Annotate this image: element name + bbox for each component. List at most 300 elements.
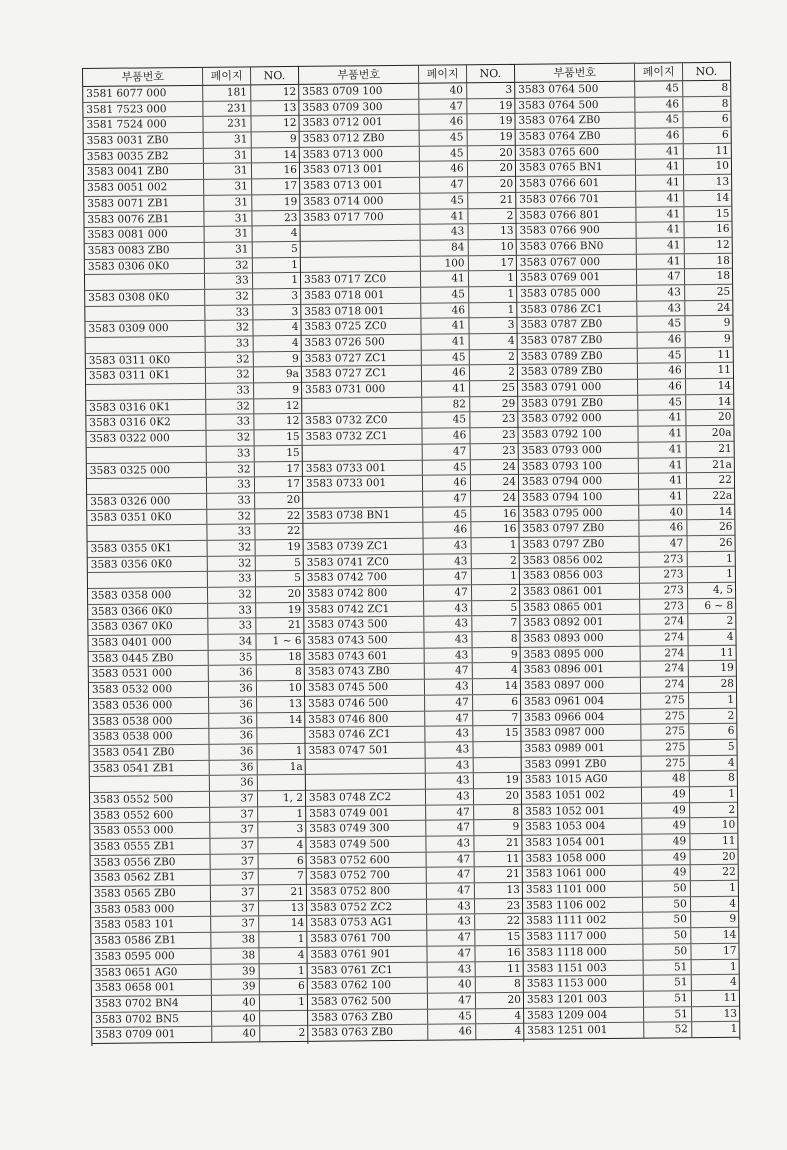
part-number-cell: 3583 0709 001 (92, 1027, 213, 1043)
no-cell: 23 (502, 428, 516, 442)
part-number-cell: 3583 0856 003 (520, 568, 641, 584)
page-cell: 274 (641, 615, 688, 630)
part-number-cell: 3583 0306 0K0 (85, 258, 206, 274)
no-cell: 24 (502, 491, 517, 504)
part-number-cell: 3583 0355 0K1 (88, 541, 209, 557)
header-no: NO. (695, 64, 718, 79)
part-number-cell: 3583 0583 000 (91, 902, 212, 918)
no-cell: 2 (508, 366, 515, 379)
no-cell: 3 (296, 823, 304, 836)
page-cell: 49 (643, 850, 690, 865)
part-number-cell: 3583 0766 BN0 (517, 239, 638, 255)
no-cell: 8 (721, 97, 729, 110)
page-cell: 40 (213, 1027, 260, 1042)
no-cell: 22 (286, 509, 301, 522)
part-number-cell: 3583 0445 ZB0 (89, 651, 210, 667)
no-cell: 6 (511, 695, 519, 708)
part-number-cell: 3583 1201 003 (524, 992, 645, 1008)
part-number-cell: 3583 0553 000 (90, 823, 211, 839)
page-cell: 41 (421, 209, 468, 224)
page-cell: 41 (422, 319, 469, 334)
no-cell: 1 (296, 807, 304, 820)
page-cell: 43 (428, 915, 475, 930)
page-cell: 51 (644, 991, 691, 1006)
part-number-cell: 3583 0562 ZB1 (91, 870, 212, 886)
no-cell: 17 (283, 180, 298, 193)
no-cell: 12 (282, 85, 297, 99)
no-cell: 12 (285, 415, 300, 428)
no-cell: 3 (507, 319, 515, 332)
page-cell: 47 (427, 821, 474, 836)
no-cell: 21 (718, 442, 732, 455)
page-cell: 43 (426, 774, 473, 789)
no-cell: 10 (715, 160, 730, 173)
page-cell: 100 (421, 256, 468, 271)
page-cell: 49 (643, 834, 690, 849)
no-cell: 8 (295, 666, 302, 679)
no-cell: 1 (507, 272, 515, 285)
page-cell: 37 (211, 854, 258, 869)
part-number-cell: 3583 0726 500 (302, 335, 423, 351)
page-cell: 45 (638, 348, 685, 363)
page-cell: 41 (639, 489, 686, 504)
no-cell: 20 (722, 850, 736, 863)
page-cell: 43 (424, 554, 471, 569)
page-cell: 43 (427, 836, 474, 851)
table-row (524, 1022, 739, 1040)
part-number-cell: 3583 0742 ZC1 (304, 601, 425, 617)
page-cell: 273 (641, 599, 688, 614)
part-number-cell (87, 478, 208, 494)
page-cell: 36 (210, 713, 257, 728)
no-cell: 14 (717, 379, 732, 392)
no-cell: 16 (716, 222, 730, 236)
page-cell: 47 (428, 946, 475, 961)
no-cell: 2 (728, 803, 736, 816)
page-cell: 41 (637, 238, 684, 253)
part-number-cell (85, 305, 206, 321)
part-number-cell: 3583 0961 004 (521, 693, 642, 709)
no-cell: 8 (728, 772, 735, 785)
page-cell: 45 (422, 350, 469, 365)
no-cell: 2 (727, 709, 735, 722)
no-cell: 16 (502, 507, 517, 520)
no-cell: 13 (500, 225, 514, 238)
no-cell: 4 (729, 897, 737, 910)
part-number-cell: 3583 0532 000 (89, 682, 210, 698)
no-cell: 15 (286, 446, 300, 459)
page-cell: 40 (428, 977, 475, 992)
page-cell: 41 (421, 272, 468, 287)
no-cell: 14 (722, 928, 737, 942)
no-cell: 26 (718, 521, 733, 534)
header-part-number: 부품번호 (83, 68, 204, 86)
page-cell: 46 (429, 1025, 476, 1040)
part-number-cell: 3583 0732 ZC1 (302, 429, 423, 445)
page-cell: 38 (212, 932, 259, 947)
no-cell: 9 (510, 648, 518, 661)
part-number-cell: 3583 0733 001 (303, 476, 424, 492)
page-cell: 33 (206, 383, 253, 398)
no-cell: 13 (290, 901, 305, 914)
no-cell: 21 (506, 868, 520, 881)
no-cell: 9 (723, 317, 731, 330)
part-number-cell: 3583 0712 001 (299, 115, 420, 131)
page-cell: 40 (420, 83, 467, 98)
no-cell: 19 (505, 774, 519, 787)
part-number-cell (86, 337, 207, 353)
page-cell: 32 (208, 540, 255, 555)
part-number-cell: 3583 0316 0K2 (86, 415, 207, 431)
no-cell: 1 (507, 303, 515, 316)
part-number-cell: 3583 0752 700 (307, 868, 428, 884)
no-cell: 9a (285, 368, 299, 381)
part-number-cell: 3583 0538 000 (89, 729, 210, 745)
page-cell: 45 (420, 146, 467, 161)
no-cell: 1 (297, 964, 305, 977)
page-cell: 49 (643, 819, 690, 834)
part-number-cell: 3583 0401 000 (88, 635, 209, 651)
page-cell: 273 (640, 552, 687, 567)
page-cell: 33 (207, 446, 254, 461)
page-cell: 32 (206, 289, 253, 304)
page-cell: 47 (426, 805, 473, 820)
no-cell: 4 (726, 630, 734, 643)
part-number-cell: 3583 0712 ZB0 (300, 131, 421, 147)
part-number-cell: 3583 0991 ZB0 (522, 756, 643, 772)
part-number-cell: 3583 0311 0K1 (86, 368, 207, 384)
no-cell: 1 (727, 693, 735, 706)
no-cell: 8 (510, 632, 518, 645)
part-number-cell: 3583 0792 100 (518, 427, 639, 443)
no-cell: 6 ~ 8 (704, 599, 734, 612)
no-cell: 2 (509, 554, 517, 567)
no-cell: 4 (296, 838, 304, 851)
page-cell: 275 (642, 709, 689, 724)
no-cell: 1 ~ 6 (272, 634, 302, 648)
no-cell: 23 (283, 211, 298, 224)
part-number-cell: 3583 0745 500 (305, 680, 426, 696)
page-cell: 47 (428, 993, 475, 1008)
part-number-cell: 3583 0787 ZB0 (518, 333, 639, 349)
page-cell: 49 (643, 866, 690, 881)
no-cell: 1, 2 (282, 791, 304, 805)
part-number-cell: 3583 0031 ZB0 (84, 133, 205, 149)
part-number-cell: 3583 0865 001 (520, 599, 641, 615)
page-cell: 46 (424, 523, 471, 538)
part-number-cell: 3583 0793 000 (519, 442, 640, 458)
part-number-cell: 3583 1061 000 (523, 866, 644, 882)
page-cell: 43 (425, 617, 472, 632)
no-cell: 8 (512, 805, 520, 818)
page-cell: 41 (422, 334, 469, 349)
part-number-cell (303, 492, 424, 508)
no-cell: 15 (715, 207, 730, 220)
no-cell: 21 (506, 836, 520, 849)
no-cell: 4 (290, 227, 298, 240)
no-cell: 18 (288, 650, 302, 663)
part-number-cell: 3583 0763 ZB0 (308, 1009, 429, 1025)
part-number-cell: 3583 0035 ZB2 (84, 149, 205, 165)
page-cell: 36 (209, 666, 256, 681)
page-cell: 47 (427, 852, 474, 867)
page-cell: 32 (206, 368, 253, 383)
no-cell: 1 (726, 568, 733, 581)
no-cell: 23 (502, 444, 516, 457)
page-cell: 45 (421, 193, 468, 208)
page-cell: 46 (420, 115, 467, 130)
part-number-cell: 3581 7523 000 (83, 102, 204, 118)
part-number-cell: 3583 0555 ZB1 (90, 839, 211, 855)
part-number-cell: 3583 0041 ZB0 (84, 164, 205, 180)
no-cell: 20 (507, 993, 522, 1006)
no-cell: 19 (499, 115, 513, 128)
no-cell: 5 (294, 572, 301, 585)
page-cell: 32 (207, 399, 254, 414)
page-cell: 46 (420, 162, 467, 177)
no-cell: 21 (287, 619, 302, 632)
part-number-cell: 3583 0764 ZB0 (515, 113, 636, 129)
page-cell: 36 (210, 776, 257, 791)
no-cell (260, 1010, 307, 1025)
page-cell: 43 (428, 962, 475, 977)
page-cell: 41 (636, 160, 683, 175)
part-number-cell: 3583 0071 ZB1 (84, 196, 205, 212)
page-cell: 32 (205, 258, 252, 273)
page-cell: 33 (207, 415, 254, 430)
no-cell: 6 (721, 113, 729, 126)
part-number-cell: 3583 0762 100 (308, 978, 429, 994)
part-number-cell: 3583 0083 ZB0 (85, 243, 206, 259)
part-number-cell: 3583 0658 001 (92, 980, 213, 996)
part-number-cell: 3583 0358 000 (88, 588, 209, 604)
page-cell: 41 (639, 473, 686, 488)
no-cell: 16 (283, 164, 298, 177)
page-cell: 36 (210, 729, 257, 744)
page-cell: 45 (420, 130, 467, 145)
part-number-cell: 3583 0076 ZB1 (84, 211, 205, 227)
part-number-cell: 3583 0081 000 (85, 227, 206, 243)
page-cell: 45 (638, 317, 685, 332)
part-number-cell: 3583 0987 000 (521, 725, 642, 741)
no-cell: 11 (717, 348, 731, 361)
page-cell: 231 (204, 117, 251, 132)
part-number-cell: 3583 0743 601 (305, 648, 426, 664)
page-cell: 41 (637, 254, 684, 269)
no-cell: 13 (282, 101, 297, 114)
page-cell: 50 (643, 881, 690, 896)
page-cell: 32 (206, 321, 253, 336)
no-cell: 20 (499, 146, 513, 159)
no-cell: 6 (298, 980, 305, 993)
part-number-cell: 3583 0741 ZC0 (304, 554, 425, 570)
page-cell: 51 (644, 1007, 691, 1022)
part-number-cell: 3583 0789 ZB0 (518, 348, 639, 364)
part-number-cell: 3583 0792 000 (518, 411, 639, 427)
no-cell: 8 (514, 978, 521, 991)
page-cell: 43 (427, 899, 474, 914)
part-number-cell: 3583 0732 ZC0 (302, 413, 423, 429)
page-cell: 49 (642, 803, 689, 818)
no-cell: 14 (715, 191, 730, 204)
page-cell: 46 (636, 128, 683, 143)
page-cell: 181 (204, 85, 251, 100)
no-cell: 23 (506, 899, 521, 912)
page-cell: 34 (209, 634, 256, 649)
no-cell: 5 (510, 601, 518, 614)
part-number-cell: 3583 0795 000 (519, 505, 640, 521)
no-cell: 11 (507, 962, 521, 975)
part-number-cell: 3581 6077 000 (83, 86, 204, 102)
no-cell: 14 (290, 917, 305, 930)
page-cell: 43 (426, 758, 473, 773)
no-cell: 4 (730, 975, 737, 989)
part-number-cell: 3583 0769 001 (517, 270, 638, 286)
part-number-cell: 3583 0742 700 (304, 570, 425, 586)
page-cell: 31 (205, 195, 252, 210)
no-cell: 7 (297, 870, 304, 883)
no-cell: 19 (499, 130, 513, 144)
no-cell: 1 (295, 744, 303, 757)
no-cell: 6 (727, 724, 735, 738)
page-cell: 41 (639, 426, 686, 441)
page-cell: 43 (638, 301, 685, 316)
no-cell: 10 (500, 240, 514, 253)
page-cell: 41 (637, 222, 684, 237)
part-number-cell: 3583 0316 0K1 (86, 400, 207, 416)
part-number-cell (301, 241, 422, 257)
part-number-cell: 3583 1151 003 (524, 960, 645, 976)
part-number-cell: 3583 0753 AG1 (307, 915, 428, 931)
no-cell: 24 (502, 460, 516, 473)
no-cell: 15 (506, 930, 521, 944)
header-page: 페이지 (203, 67, 250, 84)
no-cell: 1 (509, 538, 517, 551)
no-cell: 25 (716, 285, 731, 298)
no-cell: 13 (506, 883, 520, 897)
part-number-cell: 3583 0309 000 (85, 321, 206, 337)
part-number-cell: 3583 0367 0K0 (88, 619, 209, 635)
part-number-cell: 3583 0366 0K0 (88, 603, 209, 619)
part-number-cell: 3583 0752 600 (307, 852, 428, 868)
part-number-cell: 3583 0709 100 (299, 84, 420, 100)
no-cell: 16 (507, 946, 521, 959)
part-number-cell: 3583 0713 000 (300, 147, 421, 163)
part-number-cell: 3583 0595 000 (91, 949, 212, 965)
page-cell: 47 (420, 99, 467, 114)
part-number-cell: 3583 0718 001 (301, 288, 422, 304)
page-cell: 48 (642, 771, 689, 786)
part-number-cell: 3583 0746 ZC1 (305, 727, 426, 743)
page-cell: 32 (208, 509, 255, 524)
header-page: 페이지 (419, 65, 466, 82)
page-cell: 50 (644, 928, 691, 943)
part-number-cell (306, 758, 427, 774)
page-cell: 45 (424, 507, 471, 522)
no-cell: 14 (288, 713, 303, 726)
table-row (92, 1026, 307, 1044)
no-cell: 29 (501, 397, 516, 410)
part-number-cell: 3583 0733 001 (303, 460, 424, 476)
no-cell: 7 (510, 617, 518, 630)
page-cell: 32 (206, 352, 253, 367)
no-cell: 5 (727, 740, 735, 753)
part-number-cell (303, 523, 424, 539)
part-number-cell: 3583 0739 ZC1 (304, 539, 425, 555)
no-cell: 10 (721, 819, 736, 832)
no-cell: 1a (289, 760, 303, 773)
page-cell: 35 (209, 650, 256, 665)
page-cell: 274 (641, 646, 688, 661)
no-cell: 11 (722, 834, 736, 847)
page-cell: 47 (427, 883, 474, 898)
page-cell: 274 (641, 630, 688, 645)
no-cell: 1 (728, 787, 736, 800)
page-cell: 37 (212, 917, 259, 932)
part-number-cell: 3583 0702 BN4 (92, 996, 213, 1012)
part-number-cell: 3583 1051 002 (522, 788, 643, 804)
page-cell: 31 (205, 227, 252, 242)
part-number-cell: 3583 0531 000 (89, 666, 210, 682)
part-number-cell: 3583 0586 ZB1 (91, 933, 212, 949)
no-cell: 17 (286, 462, 300, 475)
no-cell: 24 (502, 476, 517, 489)
no-cell: 6 (296, 854, 304, 867)
page-cell: 40 (640, 505, 687, 520)
no-cell: 23 (501, 413, 516, 426)
part-number-cell: 3583 1118 000 (523, 944, 644, 960)
part-number-cell: 3583 0743 500 (304, 617, 425, 633)
no-cell: 13 (288, 697, 303, 710)
no-cell (257, 775, 304, 790)
page-cell: 37 (211, 823, 258, 838)
part-number-cell: 3583 0718 001 (301, 303, 422, 319)
page-cell: 32 (207, 430, 254, 445)
part-number-cell: 3583 0989 001 (521, 741, 642, 757)
no-cell: 1 (729, 960, 737, 973)
no-cell: 21a (712, 458, 732, 471)
no-cell: 1 (725, 552, 733, 565)
part-number-cell: 3583 1015 AG0 (522, 772, 643, 788)
no-cell: 4 (511, 664, 518, 677)
no-cell: 18 (716, 270, 731, 283)
part-number-cell: 3583 0713 001 (300, 162, 421, 178)
part-number-cell: 3583 0565 ZB0 (91, 886, 212, 902)
no-cell (473, 742, 520, 757)
header-part-number: 부품번호 (515, 64, 636, 82)
no-cell: 11 (720, 646, 734, 659)
part-number-cell (86, 384, 207, 400)
no-cell: 22 (722, 866, 736, 879)
page-cell: 47 (420, 177, 467, 192)
part-number-cell: 3583 0749 500 (306, 837, 427, 853)
no-cell: 20 (499, 177, 514, 191)
part-number-cell: 3583 0861 001 (520, 584, 641, 600)
page-cell: 47 (426, 711, 473, 726)
no-cell (257, 728, 304, 743)
no-cell: 20a (711, 426, 732, 440)
no-cell: 4 (507, 334, 515, 347)
page-cell: 46 (638, 364, 685, 379)
page-cell: 33 (207, 478, 254, 493)
page-cell: 46 (423, 428, 470, 443)
no-cell: 1 (507, 287, 515, 300)
part-number-cell: 3583 1117 000 (523, 929, 644, 945)
page-cell: 36 (209, 681, 256, 696)
part-number-cell: 3583 0356 0K0 (88, 556, 209, 572)
part-number-cell: 3583 0786 ZC1 (517, 301, 638, 317)
no-cell: 5 (293, 556, 301, 569)
